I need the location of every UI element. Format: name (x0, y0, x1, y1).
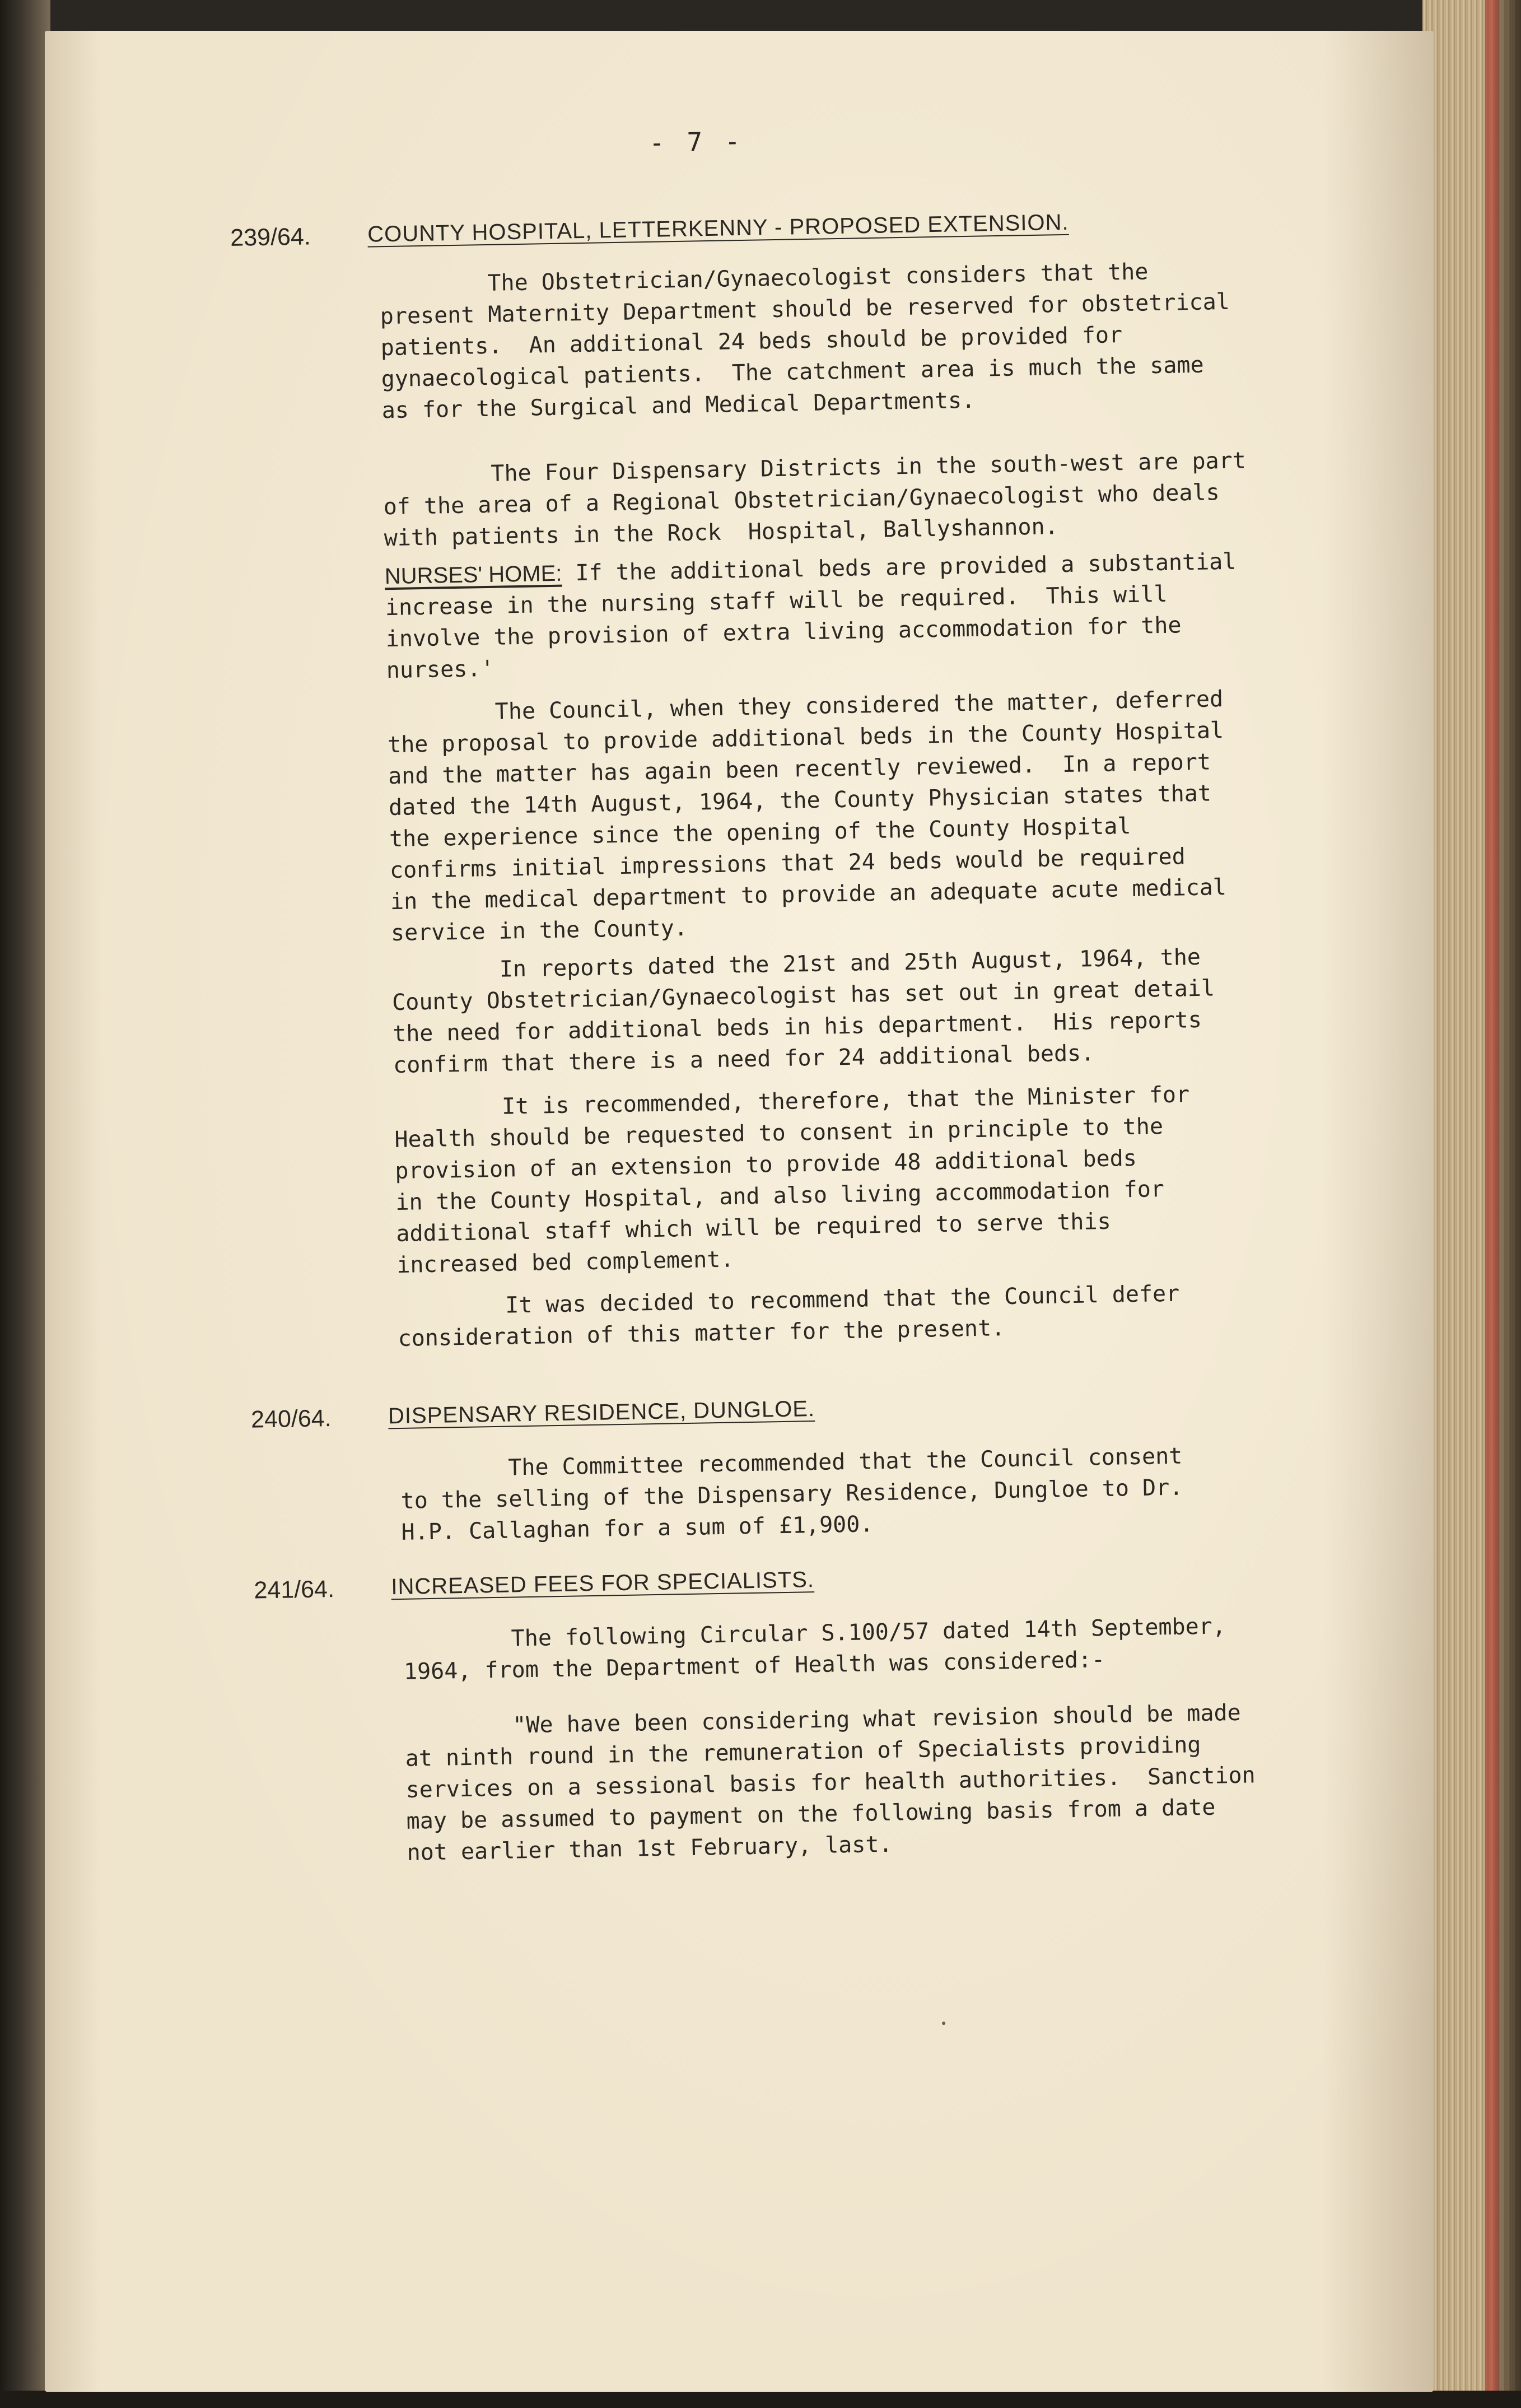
item-number: 240/64. (250, 1405, 332, 1433)
page-content (45, 18, 1475, 2404)
item-heading: DISPENSARY RESIDENCE, DUNGLOE. (388, 1396, 815, 1429)
item-number: 239/64. (230, 223, 311, 251)
paragraph-text: If the additional beds are provided a substantial increase in the nursing staff will be required. This will involve the provision of extra living accommodation for the nurses.' (385, 548, 1237, 684)
paragraph: It was decided to recommend that the Council defer consideration of this matter for the present. (397, 1280, 1180, 1352)
paper-speck (942, 2022, 945, 2025)
paragraph: It is recommended, therefore, that the Minister for Health should be requested to consent in principle to the provision of an extension to provide 48 additional beds in the County Hospital, and also living accommodation for additional staff which will be required to serve this increased bed complement. (394, 1082, 1190, 1279)
page-number: - 7 - (648, 125, 744, 158)
document-page (45, 31, 1434, 2392)
item-heading: INCREASED FEES FOR SPECIALISTS. (391, 1567, 815, 1600)
paragraph: The Council, when they considered the matter, deferred the proposal to provide additional beds in the County Hospital and the matter has again been recently reviewed. In a report dated the 14th August, 1964, the County Physician states that the experience since the opening of the County Hospital confirms initial impressions that 24 beds would be required in the medical department to provide an adequate acute medical service in the County. (386, 686, 1227, 947)
book-binding-left (0, 0, 50, 2408)
minute-item-240 (69, 1386, 1413, 1433)
paragraph: The following Circular S.100/57 dated 14th September, 1964, from the Department of Health was considered:- (403, 1613, 1226, 1685)
minute-item-241 (72, 1557, 1416, 1604)
paragraph-nurses-home (384, 545, 1294, 686)
item-number: 241/64. (254, 1576, 335, 1604)
paragraph: The Four Dispensary Districts in the south-west are part of the area of a Regional Obstetrician/Gynaecologist who deals with patients in the Rock Hospital, Ballyshannon. (382, 448, 1247, 552)
paragraph-quoted-circular: "We have been considering what revision should be made at ninth round in the remuneration of Specialists providing services on a sessional basis for health authorities. Sanction may be assumed to payment on the following basis from a date not earlier than 1st February, last. (404, 1699, 1256, 1866)
minute-item-239 (48, 204, 1392, 251)
paragraph: The Committee recommended that the Council consent to the selling of the Dispensary Residence, Dungloe to Dr. H.P. Callaghan for a sum of £1,900. (400, 1443, 1183, 1545)
book-edge-red-stripe (1485, 0, 1499, 2408)
item-heading: COUNTY HOSPITAL, LETTERKENNY - PROPOSED EXTENSION. (367, 209, 1069, 247)
inline-heading: NURSES' HOME: (384, 561, 562, 589)
paragraph: In reports dated the 21st and 25th August, 1964, the County Obstetrician/Gynaecologist has set out in great detail the need for additional beds in his department. His reports confirm that there is a need for 24 additional beds. (391, 944, 1215, 1079)
paragraph: The Obstetrician/Gynaecologist considers that the present Maternity Department should be reserved for obstetrical patients. An additional 24 beds should be provided for gynaecological patients. The catchment area is much the same as for the Surgical and Medical Departments. (379, 259, 1230, 424)
